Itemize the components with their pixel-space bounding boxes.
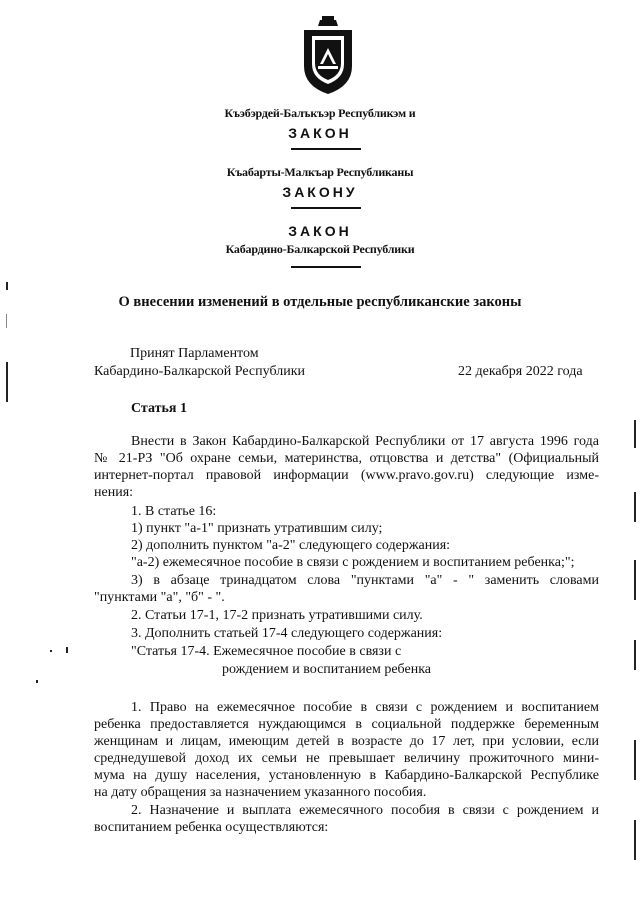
- divider-rule: [291, 207, 361, 209]
- divider-rule: [291, 148, 361, 150]
- scan-mark: [66, 647, 68, 653]
- list-item: рождением и воспитанием ребенка: [222, 662, 431, 677]
- law-word-russian: ЗАКОН: [288, 223, 352, 239]
- paragraph-line: ребенка предоставляется нуждающимся в социальной поддержке беременным: [94, 717, 599, 732]
- scan-mark: [6, 282, 8, 290]
- scan-mark: [50, 650, 52, 652]
- scan-mark: [634, 740, 636, 780]
- law-word-balkar: ЗАКОНУ: [282, 184, 358, 200]
- list-item: "пунктами "а", "б" - ".: [94, 590, 225, 605]
- paragraph-line: на дату обращения за назначением указанного пособия.: [94, 785, 427, 800]
- paragraph-line: воспитанием ребенка осуществляются:: [94, 820, 329, 835]
- law-word-kabardian: ЗАКОН: [288, 125, 352, 141]
- intro-line: нения:: [94, 485, 134, 500]
- list-item: "Статья 17-4. Ежемесячное пособие в связи с: [131, 644, 402, 659]
- paragraph-line: среднедушевой доход их семьи не превышает величину прожиточного мини-: [94, 751, 599, 766]
- scan-mark: [634, 560, 636, 600]
- paragraph-line: женщинам и лицам, имеющим детей в возрасте до 17 лет, при условии, если: [94, 734, 599, 749]
- republic-name-balkar: Къабарты-Малкъар Республиканы: [226, 165, 414, 179]
- list-item: 3. Дополнить статьей 17-4 следующего содержания:: [131, 626, 443, 641]
- intro-line: № 21-РЗ "Об охране семьи, материнства, отцовства и детства" (Официальный: [94, 451, 599, 466]
- scan-mark: [634, 640, 636, 670]
- list-item: 1. В статье 16:: [131, 504, 217, 519]
- scan-mark: [634, 820, 636, 860]
- scan-mark: [634, 420, 636, 448]
- paragraph-line: 2. Назначение и выплата ежемесячного пособия в связи с рождением и: [131, 803, 599, 818]
- adoption-line-2: Кабардино-Балкарской Республики: [94, 364, 305, 379]
- paragraph-line: 1. Право на ежемесячное пособие в связи с рождением и воспитанием: [131, 700, 599, 715]
- list-item: 2. Статьи 17-1, 17-2 признать утратившими силу.: [131, 608, 423, 623]
- scan-mark: [6, 362, 8, 402]
- list-item: 1) пункт "а-1" признать утратившим силу;: [131, 521, 383, 536]
- coat-of-arms-emblem: [298, 14, 358, 96]
- list-item: 3) в абзаце тринадцатом слова "пунктами "а" - " заменить словами: [131, 573, 599, 588]
- adoption-date: 22 декабря 2022 года: [458, 364, 583, 379]
- paragraph-line: мума на душу населения, установленную в Кабардино-Балкарской Республике: [94, 768, 599, 783]
- republic-name-kabardian: Къэбэрдей-Балъкъэр Республикэм и: [224, 106, 416, 120]
- list-item: 2) дополнить пунктом "а-2" следующего содержания:: [131, 538, 451, 553]
- intro-line: интернет-портал правовой информации (www.pravo.gov.ru) следующие изме-: [94, 468, 599, 483]
- scan-mark: [634, 492, 636, 522]
- law-title: О внесении изменений в отдельные республиканские законы: [118, 294, 522, 310]
- intro-line: Внести в Закон Кабардино-Балкарской Республики от 17 августа 1996 года: [131, 434, 599, 449]
- list-item: "а-2) ежемесячное пособие в связи с рождением и воспитанием ребенка;";: [131, 555, 575, 570]
- divider-rule: [291, 266, 361, 268]
- republic-name-russian: Кабардино-Балкарской Республики: [225, 242, 415, 256]
- article-heading: Статья 1: [131, 401, 187, 416]
- scan-mark: [36, 680, 38, 683]
- scan-mark: [6, 314, 7, 328]
- adoption-line-1: Принят Парламентом: [130, 346, 259, 361]
